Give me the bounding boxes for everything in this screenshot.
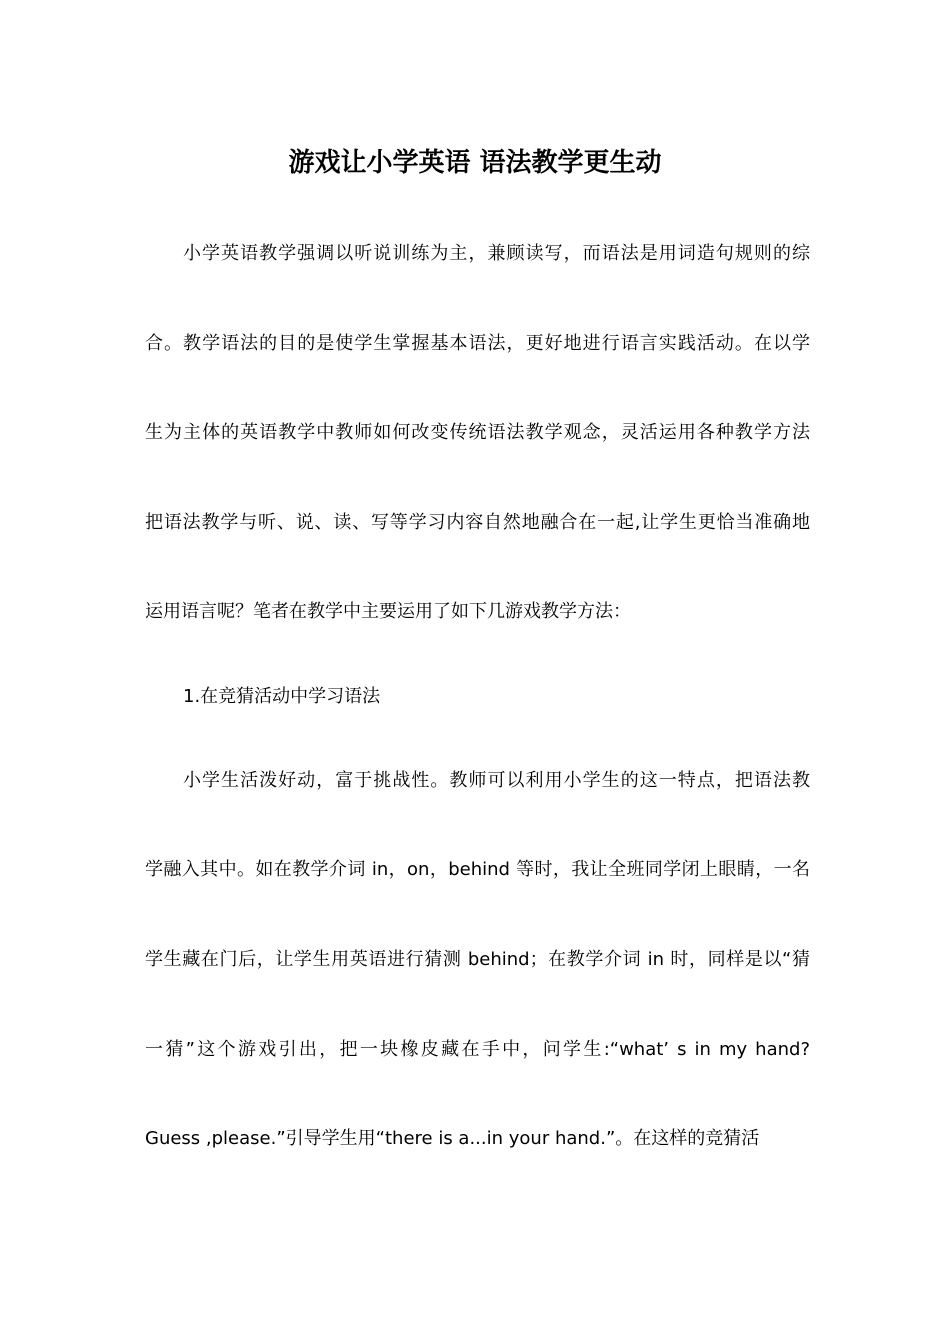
section-heading: 1.在竞猜活动中学习语法 <box>183 686 381 707</box>
paragraph-line: 运用语言呢？笔者在教学中主要运用了如下几游戏教学方法： <box>145 601 631 622</box>
paragraph-line: 小学英语教学强调以听说训练为主，兼顾读写，而语法是用词造句规则的综 <box>183 243 810 264</box>
paragraph-line: 把语法教学与听、说、读、写等学习内容自然地融合在一起,让学生更恰当准确地 <box>145 512 810 533</box>
paragraph-line: 学生藏在门后，让学生用英语进行猜测 behind；在教学介词 in 时，同样是以“猜 <box>145 949 810 970</box>
paragraph-line: 合。教学语法的目的是使学生掌握基本语法，更好地进行语言实践活动。在以学 <box>145 333 810 354</box>
paragraph-line: 小学生活泼好动，富于挑战性。教师可以利用小学生的这一特点，把语法教 <box>183 770 810 791</box>
paragraph-line: 一猜”这个游戏引出，把一块橡皮藏在手中，问学生:“what’ s in my hand? <box>145 1039 810 1060</box>
paragraph-line: 生为主体的英语教学中教师如何改变传统语法教学观念，灵活运用各种教学方法 <box>145 422 810 443</box>
paragraph-line: 学融入其中。如在教学介词 in，on，behind 等时，我让全班同学闭上眼睛，一名 <box>145 859 810 880</box>
document-title: 游戏让小学英语 语法教学更生动 <box>288 148 662 178</box>
paragraph-line: Guess ,please.”引导学生用“there is a...in your hand.”。在这样的竞猜活 <box>145 1128 760 1149</box>
